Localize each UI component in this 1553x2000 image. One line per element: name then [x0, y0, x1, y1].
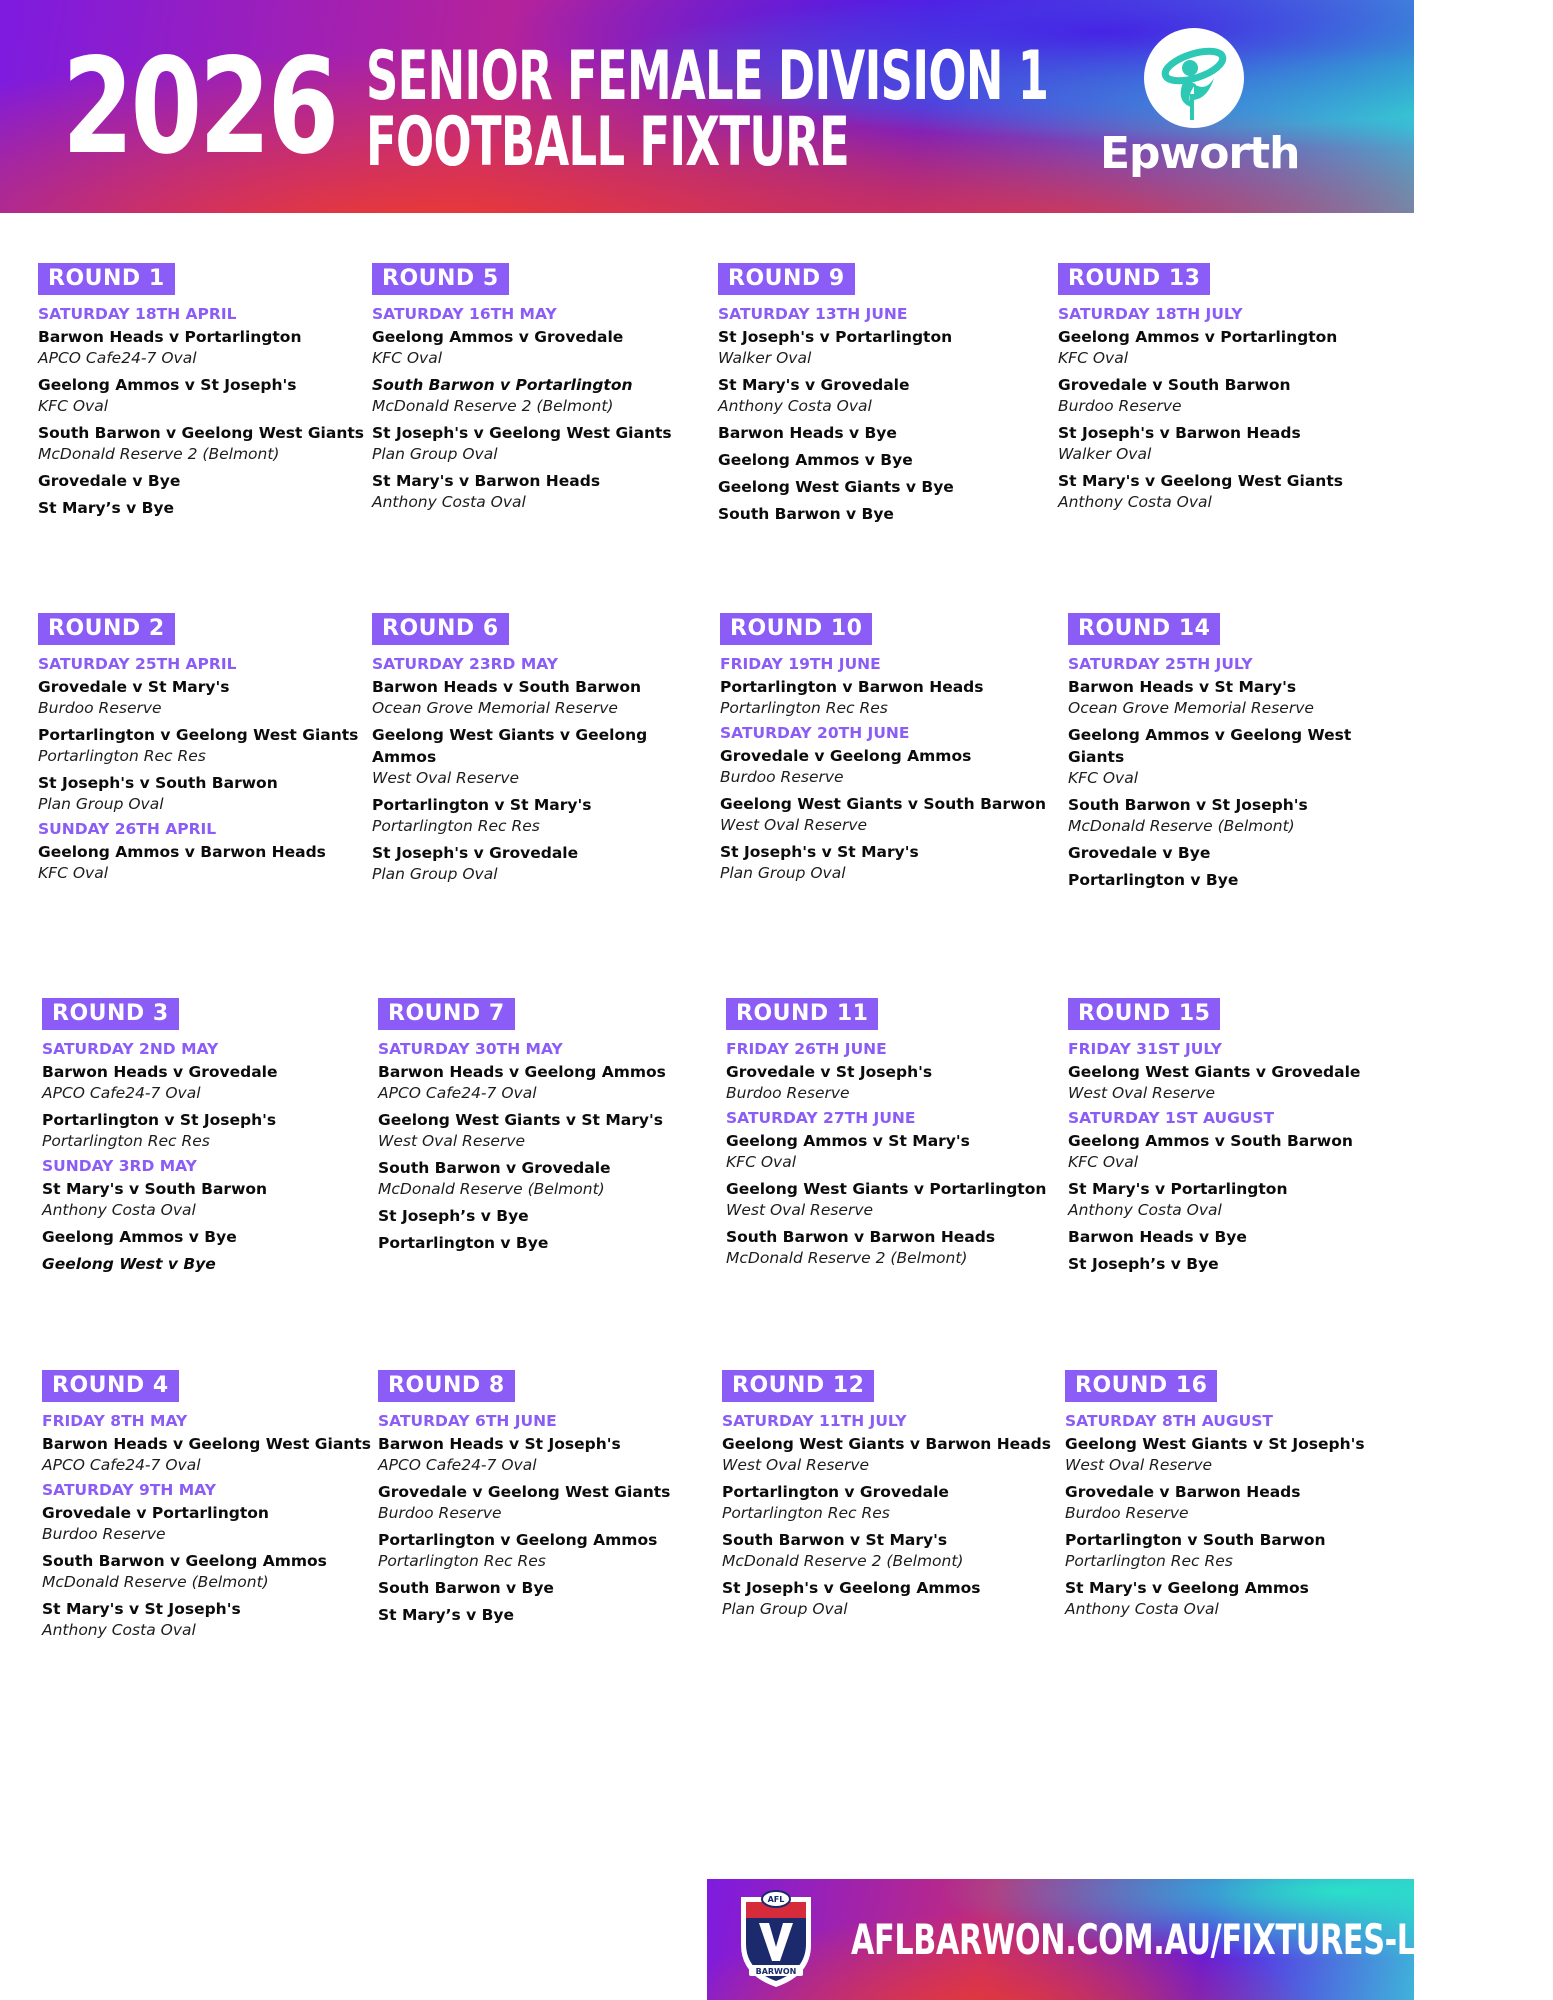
fixture-game	[1058, 326, 1398, 369]
fixture-game	[720, 841, 1060, 884]
match-teams: St Mary's v Grovedale	[718, 376, 910, 394]
match-teams: St Joseph's v Geelong Ammos	[722, 1579, 981, 1597]
round-label: ROUND 8	[378, 1370, 515, 1402]
fixture-game	[1058, 470, 1398, 513]
match-teams: Geelong West Giants v St Joseph's	[1065, 1435, 1365, 1453]
match-venue: KFC Oval	[726, 1153, 797, 1171]
fixture-game	[378, 1577, 718, 1599]
match-venue: APCO Cafe24-7 Oval	[42, 1084, 201, 1102]
match-date: SATURDAY 18TH APRIL	[38, 305, 237, 323]
fixture-game	[378, 1433, 718, 1476]
match-teams: Portarlington v Grovedale	[722, 1483, 949, 1501]
match-venue: Portarlington Rec Res	[38, 747, 206, 765]
match-teams: Geelong Ammos v Bye	[718, 451, 913, 469]
fixture-game	[38, 326, 378, 369]
match-teams: St Mary's v Geelong Ammos	[1065, 1579, 1309, 1597]
fixture-game	[1065, 1481, 1405, 1524]
match-venue: Walker Oval	[1058, 445, 1152, 463]
match-venue: West Oval Reserve	[378, 1132, 526, 1150]
match-venue: Anthony Costa Oval	[718, 397, 872, 415]
round-block	[378, 998, 718, 1259]
fixture-game	[1065, 1577, 1405, 1620]
match-teams: Portarlington v St Mary's	[372, 796, 592, 814]
round-block	[38, 613, 378, 889]
fixture-game	[42, 1061, 382, 1104]
fixture-game	[42, 1178, 382, 1221]
match-teams: Geelong West Giants v Geelong Ammos	[372, 726, 648, 766]
match-teams: South Barwon v Portarlington	[372, 376, 633, 394]
fixture-game	[720, 676, 1060, 719]
fixture-title	[366, 37, 1049, 182]
fixture-game	[726, 1061, 1066, 1104]
match-venue: West Oval Reserve	[720, 816, 868, 834]
fixture-game	[378, 1205, 718, 1227]
match-teams: South Barwon v St Mary's	[722, 1531, 948, 1549]
round-label: ROUND 6	[372, 613, 509, 645]
match-date: FRIDAY 8TH MAY	[42, 1412, 188, 1430]
match-venue: Portarlington Rec Res	[722, 1504, 890, 1522]
fixture-game	[718, 476, 1058, 498]
round-block	[38, 263, 378, 524]
round-block	[720, 613, 1060, 889]
fixture-game	[718, 326, 1058, 369]
match-venue: Walker Oval	[718, 349, 812, 367]
match-venue: Plan Group Oval	[38, 795, 164, 813]
match-date: SATURDAY 11TH JULY	[722, 1412, 907, 1430]
match-teams: Portarlington v Geelong West Giants	[38, 726, 359, 744]
match-date: SUNDAY 3RD MAY	[42, 1157, 197, 1175]
match-teams: Barwon Heads v Geelong Ammos	[378, 1063, 666, 1081]
fixture-game	[1068, 1178, 1408, 1221]
match-teams: Grovedale v South Barwon	[1058, 376, 1291, 394]
fixture-game	[1068, 842, 1408, 864]
match-teams: South Barwon v Geelong West Giants	[38, 424, 364, 442]
match-teams: St Mary's v Portarlington	[1068, 1180, 1288, 1198]
match-date: SATURDAY 20TH JUNE	[720, 724, 910, 742]
match-teams: Geelong Ammos v South Barwon	[1068, 1132, 1353, 1150]
match-venue: McDonald Reserve 2 (Belmont)	[726, 1249, 968, 1267]
fixture-game	[722, 1577, 1062, 1620]
epworth-logo-text: Epworth	[1100, 128, 1300, 179]
match-date: SATURDAY 2ND MAY	[42, 1040, 219, 1058]
title-line-1: SENIOR FEMALE DIVISION 1	[366, 37, 1049, 116]
fixture-game	[722, 1529, 1062, 1572]
match-venue: McDonald Reserve (Belmont)	[378, 1180, 605, 1198]
match-teams: Geelong Ammos v Barwon Heads	[38, 843, 326, 861]
fixture-game	[718, 374, 1058, 417]
match-teams: Grovedale v Bye	[1068, 844, 1211, 862]
match-venue: Anthony Costa Oval	[42, 1201, 196, 1219]
fixture-game	[1068, 869, 1408, 891]
match-venue: APCO Cafe24-7 Oval	[378, 1084, 537, 1102]
match-venue: Burdoo Reserve	[1058, 397, 1182, 415]
match-teams: Geelong West Giants v South Barwon	[720, 795, 1046, 813]
match-teams: Barwon Heads v Geelong West Giants	[42, 1435, 371, 1453]
fixture-game	[1068, 676, 1408, 719]
fixture-game	[372, 422, 712, 465]
match-venue: APCO Cafe24-7 Oval	[42, 1456, 201, 1474]
match-teams: St Joseph’s v Bye	[378, 1207, 529, 1225]
match-teams: St Joseph’s v Bye	[1068, 1255, 1219, 1273]
fixture-game	[372, 326, 712, 369]
match-teams: Portarlington v St Joseph's	[42, 1111, 277, 1129]
match-teams: Barwon Heads v South Barwon	[372, 678, 642, 696]
match-venue: Plan Group Oval	[372, 445, 498, 463]
match-teams: Geelong West v Bye	[42, 1255, 216, 1273]
fixture-game	[372, 374, 712, 417]
match-teams: South Barwon v St Joseph's	[1068, 796, 1308, 814]
match-venue: West Oval Reserve	[372, 769, 520, 787]
match-venue: Portarlington Rec Res	[1065, 1552, 1233, 1570]
match-teams: Grovedale v Bye	[38, 472, 181, 490]
match-venue: Plan Group Oval	[720, 864, 846, 882]
match-teams: South Barwon v Bye	[378, 1579, 554, 1597]
match-teams: Portarlington v South Barwon	[1065, 1531, 1326, 1549]
match-venue: West Oval Reserve	[726, 1201, 874, 1219]
round-label: ROUND 15	[1068, 998, 1220, 1030]
fixture-game	[372, 794, 712, 837]
fixture-game	[42, 1253, 382, 1275]
match-date: FRIDAY 19TH JUNE	[720, 655, 881, 673]
match-teams: Geelong Ammos v St Joseph's	[38, 376, 297, 394]
round-label: ROUND 14	[1068, 613, 1220, 645]
round-label: ROUND 1	[38, 263, 175, 295]
match-venue: Anthony Costa Oval	[372, 493, 526, 511]
match-teams: South Barwon v Bye	[718, 505, 894, 523]
match-teams: Geelong Ammos v Portarlington	[1058, 328, 1338, 346]
match-venue: KFC Oval	[1058, 349, 1129, 367]
match-teams: Portarlington v Bye	[378, 1234, 549, 1252]
fixture-game	[1068, 724, 1408, 789]
match-date: SATURDAY 1ST AUGUST	[1068, 1109, 1275, 1127]
round-label: ROUND 11	[726, 998, 878, 1030]
fixture-game	[378, 1157, 718, 1200]
match-date: SATURDAY 30TH MAY	[378, 1040, 563, 1058]
fixture-game	[378, 1529, 718, 1572]
match-venue: Burdoo Reserve	[726, 1084, 850, 1102]
match-venue: Portarlington Rec Res	[42, 1132, 210, 1150]
round-label: ROUND 5	[372, 263, 509, 295]
match-teams: South Barwon v Barwon Heads	[726, 1228, 996, 1246]
match-teams: Geelong Ammos v Bye	[42, 1228, 237, 1246]
fixture-game	[378, 1604, 718, 1626]
fixture-game	[42, 1109, 382, 1152]
match-venue: Anthony Costa Oval	[1065, 1600, 1219, 1618]
match-date: SATURDAY 18TH JULY	[1058, 305, 1243, 323]
match-teams: Geelong West Giants v Bye	[718, 478, 954, 496]
header-banner	[0, 0, 1414, 213]
fixture-game	[1068, 1061, 1408, 1104]
match-teams: St Mary's v South Barwon	[42, 1180, 268, 1198]
match-venue: McDonald Reserve (Belmont)	[1068, 817, 1295, 835]
fixture-game	[42, 1550, 382, 1593]
fixture-game	[1058, 374, 1398, 417]
match-teams: Barwon Heads v Portarlington	[38, 328, 302, 346]
match-date: FRIDAY 31ST JULY	[1068, 1040, 1223, 1058]
match-venue: West Oval Reserve	[1068, 1084, 1216, 1102]
match-teams: St Mary's v Barwon Heads	[372, 472, 601, 490]
match-venue: West Oval Reserve	[722, 1456, 870, 1474]
round-block	[1068, 998, 1408, 1280]
match-venue: Burdoo Reserve	[42, 1525, 166, 1543]
match-date: SATURDAY 25TH JULY	[1068, 655, 1253, 673]
fixture-game	[1068, 1226, 1408, 1248]
match-teams: St Joseph's v Grovedale	[372, 844, 579, 862]
afl-barwon-shield-icon	[737, 1889, 815, 1989]
match-teams: Portarlington v Bye	[1068, 871, 1239, 889]
epworth-logo-icon	[1144, 28, 1244, 128]
match-teams: Portarlington v Barwon Heads	[720, 678, 984, 696]
match-teams: South Barwon v Geelong Ammos	[42, 1552, 327, 1570]
afl-logo-text: AFL	[767, 1895, 785, 1904]
round-label: ROUND 9	[718, 263, 855, 295]
match-venue: Portarlington Rec Res	[378, 1552, 546, 1570]
match-venue: KFC Oval	[372, 349, 443, 367]
match-teams: Grovedale v Portarlington	[42, 1504, 269, 1522]
match-venue: Ocean Grove Memorial Reserve	[372, 699, 618, 717]
round-block	[726, 998, 1066, 1274]
fixture-year: 2026	[62, 30, 337, 184]
fixture-game	[726, 1226, 1066, 1269]
fixture-game	[718, 422, 1058, 444]
fixture-game	[718, 449, 1058, 471]
round-block	[42, 998, 382, 1280]
fixture-game	[722, 1433, 1062, 1476]
fixture-game	[38, 724, 378, 767]
match-teams: St Mary’s v Bye	[38, 499, 175, 517]
match-venue: KFC Oval	[38, 864, 109, 882]
match-teams: Geelong West Giants v Barwon Heads	[722, 1435, 1051, 1453]
fixture-game	[42, 1502, 382, 1545]
match-venue: KFC Oval	[38, 397, 109, 415]
match-date: SATURDAY 23RD MAY	[372, 655, 558, 673]
match-teams: St Mary's v St Joseph's	[42, 1600, 241, 1618]
round-label: ROUND 4	[42, 1370, 179, 1402]
fixture-game	[718, 503, 1058, 525]
match-teams: Grovedale v St Joseph's	[726, 1063, 933, 1081]
match-venue: Burdoo Reserve	[38, 699, 162, 717]
match-date: SATURDAY 8TH AUGUST	[1065, 1412, 1273, 1430]
fixture-game	[378, 1109, 718, 1152]
match-teams: Barwon Heads v Grovedale	[42, 1063, 278, 1081]
fixture-game	[720, 745, 1060, 788]
round-label: ROUND 2	[38, 613, 175, 645]
match-teams: Grovedale v Barwon Heads	[1065, 1483, 1301, 1501]
match-venue: Burdoo Reserve	[378, 1504, 502, 1522]
match-teams: Geelong Ammos v Geelong West Giants	[1068, 726, 1352, 766]
fixture-game	[722, 1481, 1062, 1524]
match-venue: McDonald Reserve 2 (Belmont)	[372, 397, 614, 415]
match-date: SATURDAY 25TH APRIL	[38, 655, 237, 673]
fixture-game	[38, 422, 378, 465]
fixture-game	[378, 1061, 718, 1104]
round-block	[718, 263, 1058, 530]
fixture-game	[1058, 422, 1398, 465]
fixture-game	[372, 842, 712, 885]
match-date: SATURDAY 6TH JUNE	[378, 1412, 557, 1430]
match-teams: St Joseph's v Portarlington	[718, 328, 953, 346]
match-venue: APCO Cafe24-7 Oval	[378, 1456, 537, 1474]
fixture-game	[720, 793, 1060, 836]
fixture-game	[38, 374, 378, 417]
match-teams: St Joseph's v Barwon Heads	[1058, 424, 1301, 442]
match-teams: St Joseph's v South Barwon	[38, 774, 278, 792]
fixture-game	[38, 676, 378, 719]
match-teams: St Mary's v Geelong West Giants	[1058, 472, 1343, 490]
title-line-2: FOOTBALL FIXTURE	[366, 103, 850, 182]
match-venue: Portarlington Rec Res	[372, 817, 540, 835]
fixture-game	[372, 676, 712, 719]
match-venue: KFC Oval	[1068, 769, 1139, 787]
match-teams: Geelong Ammos v Grovedale	[372, 328, 624, 346]
fixture-game	[38, 841, 378, 884]
round-label: ROUND 13	[1058, 263, 1210, 295]
match-venue: Portarlington Rec Res	[720, 699, 888, 717]
match-venue: McDonald Reserve (Belmont)	[42, 1573, 269, 1591]
match-venue: Plan Group Oval	[722, 1600, 848, 1618]
match-teams: Barwon Heads v Bye	[1068, 1228, 1247, 1246]
match-venue: Burdoo Reserve	[720, 768, 844, 786]
match-teams: St Joseph's v St Mary's	[720, 843, 919, 861]
fixture-game	[1068, 794, 1408, 837]
match-venue: McDonald Reserve 2 (Belmont)	[722, 1552, 964, 1570]
match-teams: Grovedale v Geelong Ammos	[720, 747, 972, 765]
match-date: SATURDAY 13TH JUNE	[718, 305, 908, 323]
epworth-logo	[1100, 24, 1300, 194]
fixture-game	[1065, 1433, 1405, 1476]
round-block	[722, 1370, 1062, 1625]
fixture-game	[378, 1481, 718, 1524]
match-date: FRIDAY 26TH JUNE	[726, 1040, 887, 1058]
match-date: SATURDAY 9TH MAY	[42, 1481, 216, 1499]
fixture-game	[372, 724, 712, 789]
fixture-game	[38, 470, 378, 492]
match-venue: Anthony Costa Oval	[1068, 1201, 1222, 1219]
fixture-game	[42, 1226, 382, 1248]
round-block	[1065, 1370, 1405, 1625]
fixture-game	[42, 1433, 382, 1476]
match-date: SUNDAY 26TH APRIL	[38, 820, 217, 838]
match-teams: Geelong West Giants v Portarlington	[726, 1180, 1047, 1198]
match-teams: Geelong Ammos v St Mary's	[726, 1132, 970, 1150]
round-block	[1058, 263, 1398, 518]
match-teams: Geelong West Giants v St Mary's	[378, 1111, 663, 1129]
match-teams: Barwon Heads v St Joseph's	[378, 1435, 621, 1453]
fixture-game	[38, 772, 378, 815]
match-teams: Geelong West Giants v Grovedale	[1068, 1063, 1361, 1081]
fixture-game	[726, 1178, 1066, 1221]
match-teams: Grovedale v Geelong West Giants	[378, 1483, 671, 1501]
match-venue: Burdoo Reserve	[1065, 1504, 1189, 1522]
fixture-game	[38, 497, 378, 519]
fixture-game	[1068, 1253, 1408, 1275]
fixture-game	[1068, 1130, 1408, 1173]
footer-banner	[707, 1879, 1553, 2000]
match-date: SATURDAY 27TH JUNE	[726, 1109, 916, 1127]
match-teams: St Mary’s v Bye	[378, 1606, 515, 1624]
round-label: ROUND 10	[720, 613, 872, 645]
match-venue: McDonald Reserve 2 (Belmont)	[38, 445, 280, 463]
match-venue: Anthony Costa Oval	[42, 1621, 196, 1639]
match-venue: Plan Group Oval	[372, 865, 498, 883]
match-teams: South Barwon v Grovedale	[378, 1159, 611, 1177]
round-label: ROUND 12	[722, 1370, 874, 1402]
match-teams: Barwon Heads v Bye	[718, 424, 897, 442]
fixture-game	[1065, 1529, 1405, 1572]
match-venue: West Oval Reserve	[1065, 1456, 1213, 1474]
fixture-game	[726, 1130, 1066, 1173]
round-block	[378, 1370, 718, 1631]
barwon-logo-text: BARWON	[755, 1967, 797, 1976]
match-teams: Barwon Heads v St Mary's	[1068, 678, 1297, 696]
round-label: ROUND 7	[378, 998, 515, 1030]
match-venue: Ocean Grove Memorial Reserve	[1068, 699, 1314, 717]
match-venue: Anthony Costa Oval	[1058, 493, 1212, 511]
round-block	[1068, 613, 1408, 896]
round-label: ROUND 3	[42, 998, 179, 1030]
round-block	[372, 263, 712, 518]
fixture-game	[42, 1598, 382, 1641]
match-venue: APCO Cafe24-7 Oval	[38, 349, 197, 367]
fixtures-ladders-url[interactable]: AFLBARWON.COM.AU/FIXTURES-LADDERS	[851, 1915, 1553, 1964]
fixture-game	[378, 1232, 718, 1254]
match-venue: KFC Oval	[1068, 1153, 1139, 1171]
match-teams: Portarlington v Geelong Ammos	[378, 1531, 658, 1549]
match-date: SATURDAY 16TH MAY	[372, 305, 557, 323]
match-teams: Grovedale v St Mary's	[38, 678, 230, 696]
round-block	[372, 613, 712, 890]
round-block	[42, 1370, 382, 1646]
match-teams: St Joseph's v Geelong West Giants	[372, 424, 672, 442]
fixture-game	[372, 470, 712, 513]
round-label: ROUND 16	[1065, 1370, 1217, 1402]
